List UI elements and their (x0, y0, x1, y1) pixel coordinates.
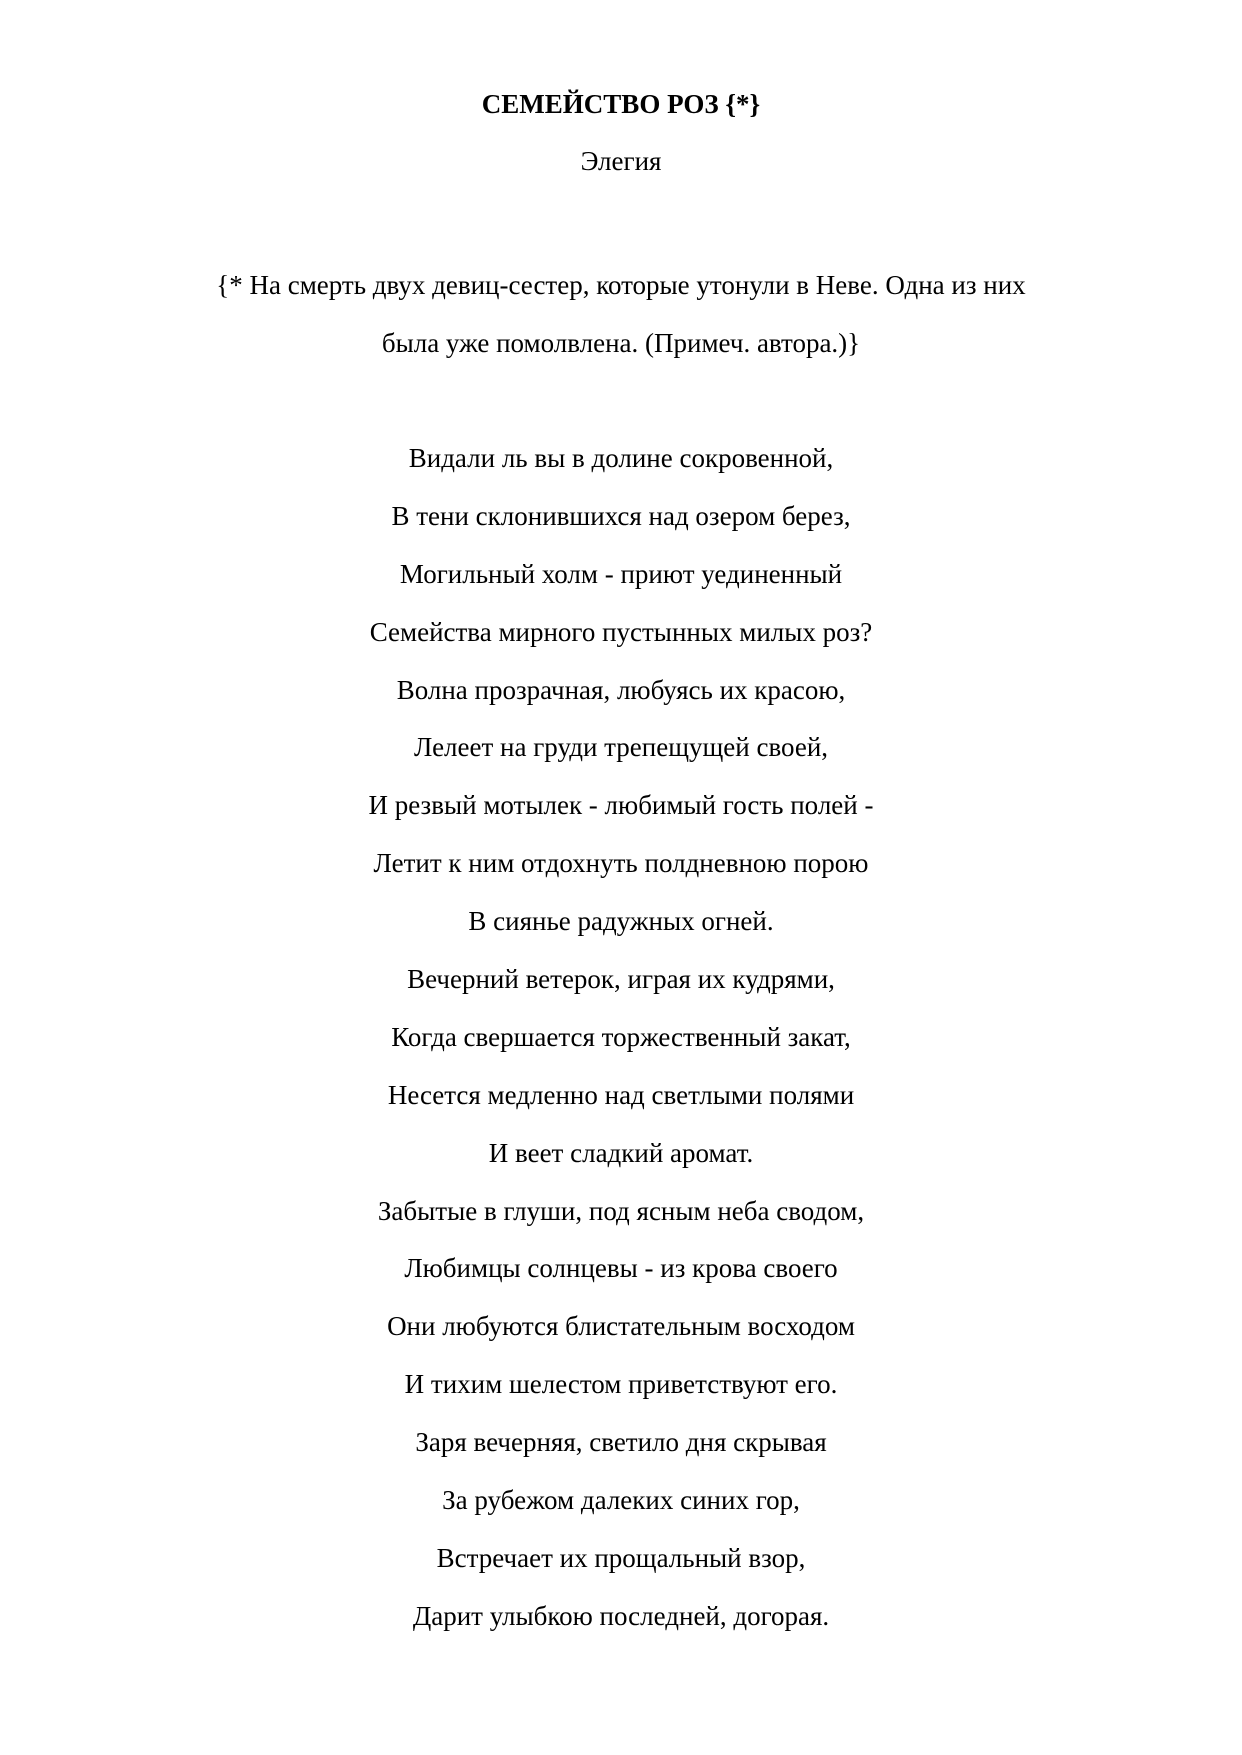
poem-line: Летит к ним отдохнуть полдневною порою (373, 848, 869, 879)
document-title: СЕМЕЙСТВО РОЗ {*} (481, 89, 761, 119)
poem-line: Дарит улыбкою последней, догорая. (412, 1600, 830, 1631)
author-note-line: была уже помолвлена. (Примеч. автора.)} (381, 328, 861, 358)
poem-line: Могильный холм - приют уединенный (399, 558, 843, 589)
poem-line: Любимцы солнцевы - из крова своего (404, 1253, 838, 1284)
poem-line: В сиянье радужных огней. (468, 906, 774, 937)
poem-line: Волна прозрачная, любуясь их красою, (396, 674, 846, 705)
poem-line: В тени склонившихся над озером берез, (391, 500, 851, 531)
poem-line: Заря вечерняя, светило дня скрывая (415, 1427, 827, 1458)
poem-line: Лелеет на груди трепещущей своей, (413, 732, 829, 763)
poem-body (0, 430, 1242, 1646)
author-note-line: {* На смерть двух девиц-сестер, которые утонули в Неве. Одна из них (216, 270, 1026, 300)
poem-line: И резвый мотылек - любимый гость полей - (368, 790, 874, 821)
poem-line: Семейства мирного пустынных милых роз? (369, 616, 873, 647)
poem-line: За рубежом далеких синих гор, (442, 1485, 800, 1516)
poem-line: Они любуются блистательным восходом (387, 1311, 855, 1342)
poem-line: Видали ль вы в долине сокровенной, (408, 443, 834, 473)
author-note (160, 256, 1082, 372)
poem-line: Когда свершается торжественный закат, (391, 1021, 851, 1052)
poem-line: И тихим шелестом приветствуют его. (404, 1369, 838, 1400)
poem-line: Встречает их прощальный взор, (436, 1542, 806, 1573)
poem-line: Забытые в глуши, под ясным неба сводом, (377, 1195, 865, 1226)
poem-line: И веет сладкий аромат. (488, 1137, 754, 1168)
poem-line: Несется медленно над светлыми полями (387, 1079, 855, 1110)
poem-line: Вечерний ветерок, играя их кудрями, (407, 964, 835, 995)
document-subtitle: Элегия (580, 146, 662, 176)
